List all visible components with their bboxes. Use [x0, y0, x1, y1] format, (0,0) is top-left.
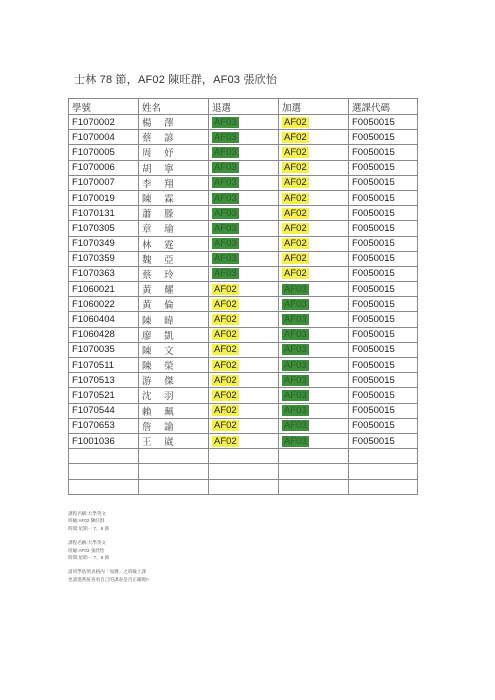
- student-id-cell: F1070004: [69, 130, 139, 145]
- empty-cell: [69, 449, 139, 464]
- student-name-cell: 楊 澤: [139, 115, 209, 130]
- course-code-cell: F0050015: [349, 418, 418, 433]
- course-code-cell: F0050015: [349, 145, 418, 160]
- table-row: [69, 175, 418, 190]
- drop-group-tag: AF02: [214, 359, 237, 371]
- student-name-cell: 胡 寧: [139, 160, 209, 175]
- student-id-cell: F1070521: [69, 388, 139, 403]
- empty-cell: [209, 479, 279, 494]
- drop-group-tag: AF02: [214, 344, 237, 356]
- student-name-cell: 沈 羽: [139, 388, 209, 403]
- add-cell: [279, 327, 349, 342]
- student-name-cell: 李 翔: [139, 175, 209, 190]
- student-id-cell: F1070131: [69, 206, 139, 221]
- add-cell: [279, 282, 349, 297]
- add-cell: [279, 160, 349, 175]
- add-cell: [279, 236, 349, 251]
- student-id-cell: F1070653: [69, 418, 139, 433]
- add-cell: [279, 175, 349, 190]
- table-row: [69, 115, 418, 130]
- student-id-cell: F1070359: [69, 251, 139, 266]
- empty-row: [69, 449, 418, 464]
- add-cell: [279, 115, 349, 130]
- course-code-cell: F0050015: [349, 433, 418, 448]
- table-row: [69, 342, 418, 357]
- student-name-cell: 陳 文: [139, 342, 209, 357]
- add-group-tag: AF03: [284, 435, 307, 447]
- student-name-cell: 陳 榮: [139, 358, 209, 373]
- header-row: [69, 99, 418, 115]
- add-group-tag: AF03: [284, 329, 307, 341]
- drop-group-tag: AF02: [214, 405, 237, 417]
- drop-group-tag: AF02: [214, 389, 237, 401]
- course-code-cell: F0050015: [349, 115, 418, 130]
- course-code-cell: F0050015: [349, 266, 418, 281]
- course-code-cell: F0050015: [349, 327, 418, 342]
- drop-cell: [209, 282, 279, 297]
- drop-cell: [209, 190, 279, 205]
- course-code-cell: F0050015: [349, 388, 418, 403]
- table-row: [69, 282, 418, 297]
- add-group-tag: AF02: [284, 253, 307, 265]
- drop-group-tag: AF03: [214, 222, 237, 234]
- add-cell: [279, 418, 349, 433]
- empty-cell: [209, 464, 279, 479]
- note-block-af03: [68, 539, 149, 561]
- table-row: [69, 130, 418, 145]
- drop-group-tag: AF03: [214, 207, 237, 219]
- drop-group-tag: AF02: [214, 283, 237, 295]
- table-row: [69, 403, 418, 418]
- drop-group-tag: AF03: [214, 238, 237, 250]
- drop-cell: [209, 418, 279, 433]
- course-code-cell: F0050015: [349, 190, 418, 205]
- header-add: 加選: [279, 99, 349, 115]
- student-id-cell: F1070006: [69, 160, 139, 175]
- course-code-cell: F0050015: [349, 403, 418, 418]
- student-name-cell: 周 妤: [139, 145, 209, 160]
- drop-cell: [209, 115, 279, 130]
- drop-group-tag: AF03: [214, 177, 237, 189]
- add-cell: [279, 266, 349, 281]
- add-cell: [279, 251, 349, 266]
- add-group-tag: AF03: [284, 389, 307, 401]
- drop-cell: [209, 312, 279, 327]
- empty-row: [69, 464, 418, 479]
- drop-group-tag: AF02: [214, 298, 237, 310]
- course-code-cell: F0050015: [349, 282, 418, 297]
- student-id-cell: F1070511: [69, 358, 139, 373]
- drop-cell: [209, 433, 279, 448]
- add-group-tag: AF02: [284, 268, 307, 280]
- table-row: [69, 327, 418, 342]
- empty-cell: [209, 449, 279, 464]
- table-row: [69, 358, 418, 373]
- student-id-cell: F1070019: [69, 190, 139, 205]
- add-cell: [279, 130, 349, 145]
- drop-group-tag: AF03: [214, 146, 237, 158]
- course-code-cell: F0050015: [349, 373, 418, 388]
- add-group-tag: AF02: [284, 238, 307, 250]
- add-cell: [279, 206, 349, 221]
- note-block-af02: [68, 510, 149, 532]
- table-row: [69, 206, 418, 221]
- add-cell: [279, 221, 349, 236]
- drop-cell: [209, 388, 279, 403]
- empty-cell: [279, 479, 349, 494]
- note-line: 課程名稱:大學英文: [68, 540, 107, 546]
- add-group-tag: AF02: [284, 222, 307, 234]
- student-name-cell: 黃 耀: [139, 282, 209, 297]
- drop-cell: [209, 145, 279, 160]
- add-cell: [279, 433, 349, 448]
- add-cell: [279, 388, 349, 403]
- class-label: 士林 78 節: [74, 74, 127, 86]
- drop-group-tag: AF03: [214, 116, 237, 128]
- empty-cell: [139, 479, 209, 494]
- empty-cell: [279, 464, 349, 479]
- student-id-cell: F1070002: [69, 115, 139, 130]
- table-row: [69, 160, 418, 175]
- student-name-cell: 蔡 玲: [139, 266, 209, 281]
- note-line: 班級:AF03 張欣怡: [68, 547, 105, 553]
- course-code-cell: F0050015: [349, 160, 418, 175]
- table-row: [69, 418, 418, 433]
- course-code-cell: F0050015: [349, 312, 418, 327]
- course-code-cell: F0050015: [349, 221, 418, 236]
- table-row: [69, 373, 418, 388]
- empty-cell: [349, 479, 418, 494]
- drop-cell: [209, 403, 279, 418]
- add-cell: [279, 358, 349, 373]
- add-group-tag: AF03: [284, 405, 307, 417]
- add-cell: [279, 342, 349, 357]
- add-cell: [279, 297, 349, 312]
- header-drop: 退選: [209, 99, 279, 115]
- student-id-cell: F1070544: [69, 403, 139, 418]
- course-code-cell: F0050015: [349, 175, 418, 190]
- note-block-instructions: [68, 568, 149, 583]
- student-name-cell: 魏 亞: [139, 251, 209, 266]
- student-id-cell: F1070007: [69, 175, 139, 190]
- student-name-cell: 賴 珮: [139, 403, 209, 418]
- empty-row: [69, 479, 418, 494]
- add-cell: [279, 312, 349, 327]
- empty-cell: [69, 479, 139, 494]
- drop-group-tag: AF03: [214, 268, 237, 280]
- table-row: [69, 251, 418, 266]
- header-name: 姓名: [139, 99, 209, 115]
- add-group-tag: AF02: [284, 131, 307, 143]
- empty-cell: [349, 449, 418, 464]
- add-group-tag: AF03: [284, 298, 307, 310]
- drop-cell: [209, 297, 279, 312]
- drop-group-tag: AF02: [214, 314, 237, 326]
- drop-cell: [209, 251, 279, 266]
- table-row: [69, 312, 418, 327]
- note-line: 也請進系統查看自己的課表是否正確喔!!: [68, 576, 149, 582]
- drop-group-tag: AF02: [214, 374, 237, 386]
- note-line: 時間:星期一 7、8 節: [68, 555, 110, 561]
- student-id-cell: F1060021: [69, 282, 139, 297]
- drop-cell: [209, 221, 279, 236]
- empty-cell: [279, 449, 349, 464]
- table-row: [69, 145, 418, 160]
- course-code-cell: F0050015: [349, 251, 418, 266]
- note-line: 時間:星期一 7、8 節: [68, 525, 110, 531]
- student-name-cell: 游 傑: [139, 373, 209, 388]
- student-name-cell: 陳 暐: [139, 312, 209, 327]
- drop-group-tag: AF02: [214, 420, 237, 432]
- add-group-tag: AF02: [284, 207, 307, 219]
- drop-cell: [209, 175, 279, 190]
- drop-cell: [209, 130, 279, 145]
- empty-cell: [69, 464, 139, 479]
- student-name-cell: 陳 霖: [139, 190, 209, 205]
- add-group-tag: AF03: [284, 359, 307, 371]
- student-id-cell: F1070005: [69, 145, 139, 160]
- drop-group-tag: AF03: [214, 253, 237, 265]
- table-row: [69, 221, 418, 236]
- student-id-cell: F1070513: [69, 373, 139, 388]
- group-teachers: ，AF02 陳旺群，AF03 張欣怡: [126, 74, 278, 86]
- add-group-tag: AF03: [284, 374, 307, 386]
- student-id-cell: F1070363: [69, 266, 139, 281]
- student-id-cell: F1070305: [69, 221, 139, 236]
- note-line: 請同學依照表格內「加選」之班級上課: [68, 569, 147, 575]
- course-code-cell: F0050015: [349, 236, 418, 251]
- drop-cell: [209, 327, 279, 342]
- notes: [68, 510, 149, 590]
- student-name-cell: 章 瑜: [139, 221, 209, 236]
- student-id-cell: F1060428: [69, 327, 139, 342]
- student-name-cell: 林 霆: [139, 236, 209, 251]
- student-id-cell: F1070035: [69, 342, 139, 357]
- empty-cell: [139, 449, 209, 464]
- course-code-cell: F0050015: [349, 342, 418, 357]
- student-id-cell: F1001036: [69, 433, 139, 448]
- course-code-cell: F0050015: [349, 358, 418, 373]
- drop-cell: [209, 236, 279, 251]
- drop-cell: [209, 266, 279, 281]
- drop-cell: [209, 373, 279, 388]
- table-row: [69, 190, 418, 205]
- student-id-cell: F1060022: [69, 297, 139, 312]
- add-group-tag: AF02: [284, 192, 307, 204]
- drop-cell: [209, 358, 279, 373]
- student-name-cell: 蔡 諺: [139, 130, 209, 145]
- drop-group-tag: AF03: [214, 192, 237, 204]
- add-group-tag: AF03: [284, 314, 307, 326]
- table-row: [69, 236, 418, 251]
- table-row: [69, 388, 418, 403]
- drop-cell: [209, 160, 279, 175]
- empty-cell: [139, 464, 209, 479]
- empty-cell: [349, 464, 418, 479]
- course-code-cell: F0050015: [349, 297, 418, 312]
- table-row: [69, 297, 418, 312]
- page-title: [74, 71, 277, 87]
- course-code-cell: F0050015: [349, 206, 418, 221]
- student-id-cell: F1070349: [69, 236, 139, 251]
- add-cell: [279, 190, 349, 205]
- table-row: [69, 266, 418, 281]
- add-cell: [279, 403, 349, 418]
- student-name-cell: 王 崴: [139, 433, 209, 448]
- note-line: 班級:AF02 陳旺群: [68, 518, 105, 524]
- student-name-cell: 蕭 滕: [139, 206, 209, 221]
- roster-table: [68, 98, 418, 495]
- add-cell: [279, 145, 349, 160]
- add-group-tag: AF02: [284, 146, 307, 158]
- drop-cell: [209, 206, 279, 221]
- drop-group-tag: AF02: [214, 435, 237, 447]
- table-row: [69, 433, 418, 448]
- add-group-tag: AF03: [284, 420, 307, 432]
- student-id-cell: F1060404: [69, 312, 139, 327]
- add-cell: [279, 373, 349, 388]
- header-course-code: 選課代碼: [349, 99, 418, 115]
- drop-cell: [209, 342, 279, 357]
- drop-group-tag: AF02: [214, 329, 237, 341]
- student-name-cell: 詹 諭: [139, 418, 209, 433]
- add-group-tag: AF02: [284, 116, 307, 128]
- add-group-tag: AF02: [284, 162, 307, 174]
- student-name-cell: 廖 凱: [139, 327, 209, 342]
- header-student-id: 學號: [69, 99, 139, 115]
- add-group-tag: AF03: [284, 344, 307, 356]
- drop-group-tag: AF03: [214, 162, 237, 174]
- add-group-tag: AF03: [284, 283, 307, 295]
- note-line: 課程名稱:大學英文: [68, 511, 107, 516]
- student-name-cell: 黃 倫: [139, 297, 209, 312]
- course-code-cell: F0050015: [349, 130, 418, 145]
- drop-group-tag: AF03: [214, 131, 237, 143]
- add-group-tag: AF02: [284, 177, 307, 189]
